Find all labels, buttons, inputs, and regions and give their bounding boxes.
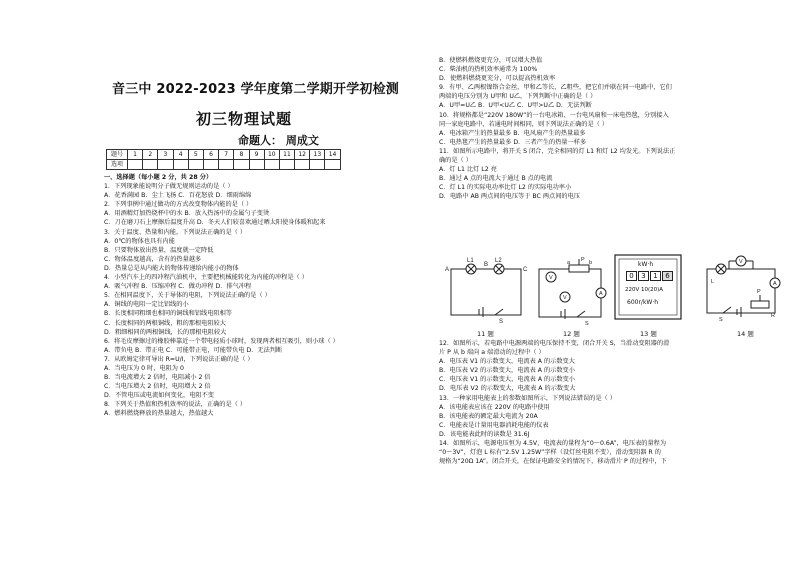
answer-cell[interactable]	[128, 160, 143, 170]
question-line: D．电路中 AB 两点间的电压等于 BC 两点间的电压	[439, 193, 580, 201]
answer-table-number: 12	[295, 150, 310, 160]
question-line: C．物体温度越高，含有的热量越多	[104, 255, 202, 263]
question-line: D．不管电压或电流如何变化，电阻不变	[104, 392, 214, 400]
question-line: A．0℃的物体也具有内能	[104, 237, 175, 245]
question-line: 13．一种家用电能表上的参数如图所示，下列说法错误的是（ ）	[439, 394, 616, 402]
question-line: A．铜线的电阻一定比铝线的小	[104, 301, 189, 309]
question-line: C．电压表 V1 的示数变大，电流表 A 的示数变小	[439, 376, 575, 384]
question-line: 12．如图所示，若电路中电源两端的电压保持不变，闭合开关 S，当滑动变阻器的滑	[439, 340, 670, 347]
meter-rate: 600r/kW·h	[627, 299, 659, 306]
question-line: A．燃料燃烧释放的热量越大，热值越大	[104, 410, 214, 418]
figure-caption: 12 题	[563, 330, 580, 338]
right-column	[425, 0, 794, 561]
meter-digit: 3	[638, 271, 649, 281]
question-line: 5．在相同温度下，关于导体的电阻，下列说法正确的是（ ）	[104, 292, 271, 300]
svg-text:b: b	[589, 260, 593, 266]
author-line: 命题人： 周成文	[238, 134, 319, 147]
circuit-figures	[439, 253, 791, 341]
question-line: 1．下列现象能说明分子做无规则运动的是（ ）	[104, 183, 234, 191]
answer-cell[interactable]	[264, 160, 279, 170]
answer-table-number: 8	[234, 150, 249, 160]
meter-spec: 220V 10(20)A	[625, 287, 664, 293]
svg-text:L2: L2	[495, 258, 502, 264]
question-line: A．吸气冲程 B．压缩冲程 C．做功冲程 D．排气冲程	[104, 283, 252, 291]
meter-digit: 1	[650, 271, 661, 281]
svg-text:V: V	[549, 275, 553, 281]
answer-table	[106, 149, 341, 170]
svg-text:S: S	[499, 319, 504, 325]
answer-table-number: 10	[264, 150, 279, 160]
answer-cell[interactable]	[325, 160, 340, 170]
meter-digits	[626, 271, 673, 281]
question-line: C．灯 L1 的实际电功率比灯 L2 的实际电功率小	[439, 184, 572, 192]
answer-table-number: 2	[143, 150, 158, 160]
question-line: B．使燃料燃烧更充分，可以增大热值	[439, 57, 543, 64]
answer-cell[interactable]	[295, 160, 310, 170]
svg-text:P: P	[757, 289, 761, 295]
question-line: 6．将毛皮摩擦过的橡胶棒靠近一个带电轻质小球时，发现两者相互吸引，则小球（ ）	[104, 337, 339, 345]
answer-cell[interactable]	[310, 160, 325, 170]
answer-table-number: 5	[188, 150, 203, 160]
question-line: C．柴油机的热机效率通常为 100%	[439, 66, 538, 74]
meter-digit: 0	[626, 271, 637, 281]
answer-table-number: 9	[249, 150, 264, 160]
svg-text:S: S	[585, 321, 589, 327]
question-line: 7．从欧姆定律可导出 R=U/I，下列说法正确的是（ ）	[104, 355, 254, 363]
question-line: 片 P 从 b 端向 a 端滑动的过程中（ ）	[439, 349, 545, 357]
question-line: D．粗细相同的两根铜线，长的那根电阻较大	[104, 328, 227, 336]
question-line: 一、选择题（每小题 2 分，共 28 分）	[104, 174, 213, 181]
question-line: A．用酒精灯加热烧杯中的水 B．放入热汤中的金属勺子变烫	[104, 210, 270, 218]
figure-12-circuit	[531, 255, 609, 327]
question-line: C．长度相同的两根铜线，粗的那根电阻较大	[104, 319, 226, 327]
question-line: A．花香满园 B．尘土飞扬 C．百花怒放 D．细雨绵绵	[104, 192, 252, 200]
figure-caption: 11 题	[477, 330, 494, 338]
question-line: B．只要物体放出热量，温度就一定降低	[104, 246, 214, 254]
meter-unit: kW·h	[638, 261, 654, 268]
answer-cell[interactable]	[143, 160, 158, 170]
answer-table-row-label: 选项	[107, 160, 128, 170]
svg-text:A: A	[773, 281, 777, 287]
question-line: C．当电压增大 2 倍时，电阻增大 2 倍	[104, 383, 211, 391]
question-line: D．使燃料燃烧更充分，可以提高热机效率	[439, 75, 556, 83]
answer-table-option-row	[107, 160, 341, 170]
question-line: B．长度相同粗细也相同的铜线和铝线电阻相等	[104, 310, 232, 318]
svg-text:A: A	[599, 291, 603, 297]
svg-text:V: V	[563, 295, 567, 301]
question-line: 规格为“20Ω 1A”。闭合开关，在保证电路安全的情况下，移动滑片 P 的过程中，下	[439, 458, 667, 466]
question-line: A．电冰箱产生的热量最多 B．电风扇产生的热量最多	[439, 129, 586, 137]
figure-caption: 13 题	[640, 330, 657, 338]
answer-cell[interactable]	[234, 160, 249, 170]
answer-table-number: 1	[128, 150, 143, 160]
svg-text:P: P	[581, 257, 585, 263]
answer-table-number: 13	[310, 150, 325, 160]
answer-table-number: 4	[173, 150, 188, 160]
question-line: A．灯 L1 比灯 L2 亮	[439, 166, 497, 174]
answer-table-number: 11	[279, 150, 294, 160]
answer-cell[interactable]	[203, 160, 218, 170]
question-line: A．该电能表应该在 220V 的电路中使用	[439, 403, 550, 411]
svg-text:A: A	[445, 267, 450, 273]
question-line: C．刀在磨刀石上摩擦后温度升高 D．冬天人们较喜欢通过晒太阳使身体暖和起来	[104, 219, 326, 227]
svg-text:a: a	[567, 260, 571, 266]
question-line: 9．有甲、乙两根镍铬合金丝，甲和乙等长，乙粗些，把它们并联在同一电路中，它们	[439, 84, 672, 92]
answer-cell[interactable]	[158, 160, 173, 170]
question-line: 10．将规格都是“220V 180W”的一台电冰箱、一台电风扇和一床电热毯，分别接入	[439, 111, 669, 119]
question-line: 两端的电压分别为 U甲和 U乙，下列判断中正确的是（ ）	[439, 93, 597, 101]
answer-table-row-label: 题号	[107, 150, 128, 160]
svg-text:V: V	[739, 259, 743, 265]
answer-cell[interactable]	[188, 160, 203, 170]
svg-text:C: C	[523, 267, 527, 273]
answer-table-number: 14	[325, 150, 340, 160]
question-line: A．带负电 B．带正电 C．可能带正电，可能带负电 D．无法判断	[104, 346, 283, 354]
exam-subtitle: 初三物理试题	[196, 110, 293, 128]
svg-text:R: R	[771, 313, 775, 319]
question-line: D．该电能表此时的读数是 31.6J	[439, 430, 530, 438]
question-line: B．当电流增大 2 倍时，电阻减小 2 倍	[104, 374, 211, 382]
question-line: D．热量总是从内能大的物体传递给内能小的物体	[104, 264, 239, 272]
question-line: 确的是（ ）	[439, 157, 472, 165]
page-title: 音三中 2022-2023 学年度第二学期开学初检测	[112, 82, 400, 97]
question-line: A．U甲=U乙 B．U甲<U乙 C．U甲>U乙 D．无法判断	[439, 102, 592, 110]
question-line: C．电热毯产生的热量最多 D．三者产生的热量一样多	[439, 138, 587, 146]
left-question-block	[104, 173, 410, 419]
right-question-block-bottom	[439, 339, 791, 466]
svg-text:L1: L1	[467, 258, 474, 264]
answer-cell[interactable]	[249, 160, 264, 170]
question-line: 4．小型汽车上的四冲程汽油机中，主要把机械能转化为内能的冲程是（ ）	[104, 274, 308, 282]
svg-text:B: B	[484, 262, 489, 268]
answer-cell[interactable]	[173, 160, 188, 170]
question-line: 3．关于温度、热量和内能，下列说法正确的是（ ）	[104, 228, 247, 236]
figure-11-circuit	[445, 257, 527, 325]
question-line: D．电压表 V2 的示数变大，电流表 A 的示数变大	[439, 385, 576, 393]
figure-caption: 14 题	[737, 330, 754, 338]
answer-table-number-row	[107, 150, 341, 160]
question-line: A．当电压为 0 时，电阻为 0	[104, 364, 184, 372]
svg-text:L: L	[711, 279, 715, 285]
meter-digit: 6	[662, 271, 673, 281]
right-question-block-top	[439, 56, 791, 202]
svg-text:S: S	[719, 317, 723, 323]
question-line: C．电能表是计量用电器消耗电能的仪表	[439, 421, 549, 429]
question-line: 2．下列事例中通过做功的方式改变物体内能的是（ ）	[104, 201, 253, 209]
answer-table-number: 7	[219, 150, 234, 160]
question-line: 11．如图所示电路中，将开关 S 闭合，完全相同的灯 L1 和灯 L2 均发光。下列说法正	[439, 147, 676, 155]
question-line: “0～3V”，灯泡 L 标有“2.5V 1.25W”字样（设灯丝电阻不变），滑动变阻器 R 的	[439, 449, 661, 457]
figure-14-circuit	[697, 255, 787, 325]
question-line: B．该电能表的额定最大电流为 20A	[439, 412, 538, 420]
question-line: B．电压表 V2 的示数变大，电流表 A 的示数变小	[439, 367, 575, 375]
question-line: B．通过 A 点的电流大于通过 B 点的电流	[439, 175, 553, 183]
question-line: 同一家庭电路中，若通电时间相同，则下列说法正确的是（ ）	[439, 120, 609, 128]
answer-cell[interactable]	[219, 160, 234, 170]
question-line: A．电压表 V1 的示数变大，电流表 A 的示数变大	[439, 358, 575, 366]
question-line: 14．如图所示，电源电压恒为 4.5V，电流表的量程为“0～0.6A”，电压表的量程为	[439, 440, 667, 448]
answer-cell[interactable]	[279, 160, 294, 170]
question-line: 8．下列关于热值和热机效率的说法，正确的是（ ）	[104, 401, 247, 409]
answer-table-number: 6	[203, 150, 218, 160]
answer-table-number: 3	[158, 150, 173, 160]
